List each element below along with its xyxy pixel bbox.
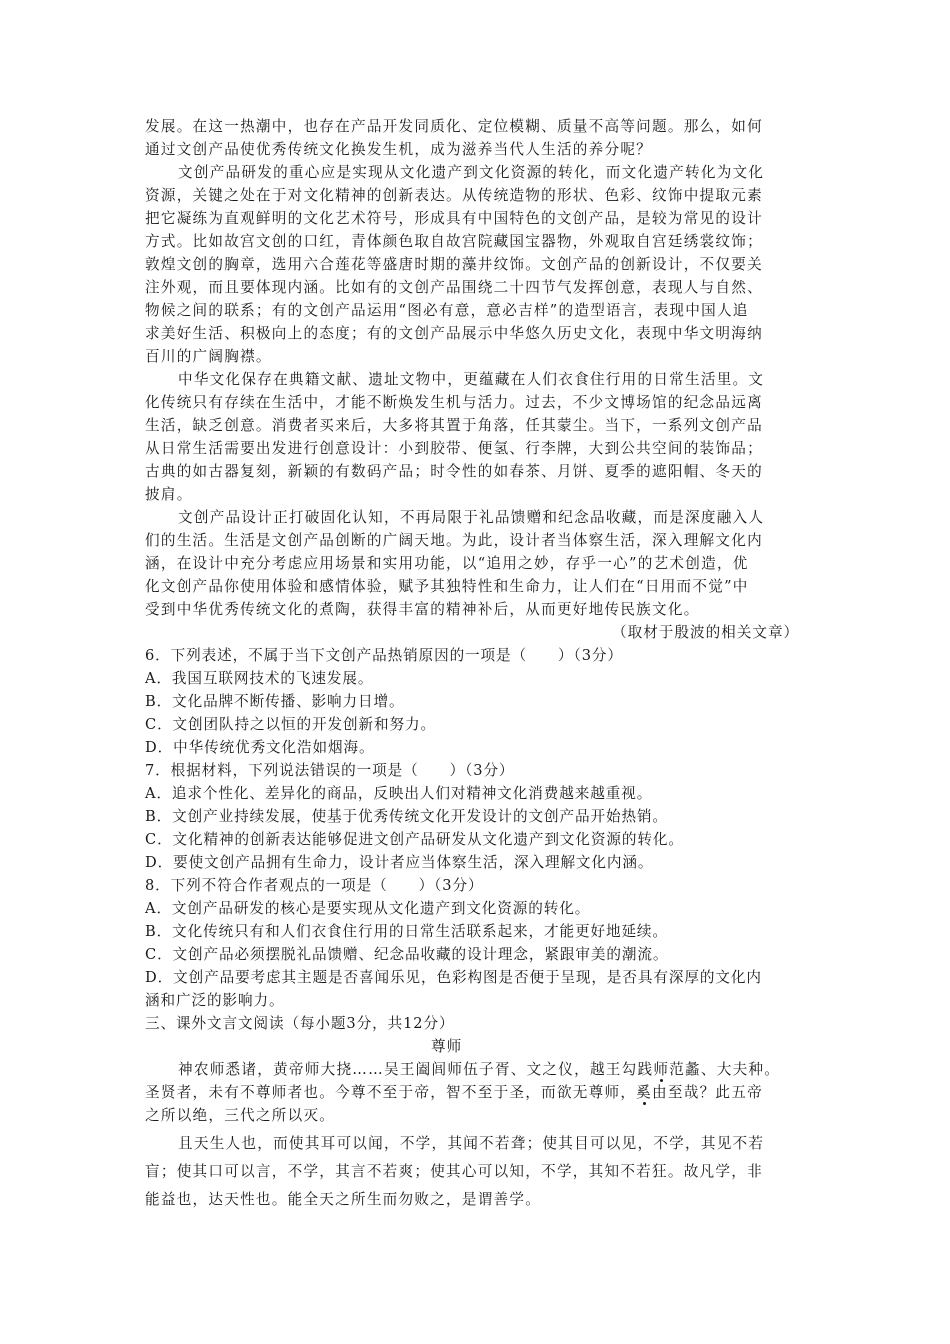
classical-text: 圣贤者，未有不尊师者也。今尊不至于帝，智不至于圣，而欲无尊师， [145,1084,637,1101]
option-c: C．文化精神的创新表达能够促进文创产品研发从文化遗产到文化资源的转化。 [145,831,684,848]
passage-line: 文创产品研发的重心应是实现从文化遗产到文化资源的转化，而文化遗产转化为文化 [178,164,765,181]
option-a: A．文创产品研发的核心是要实现从文化遗产到文化资源的转化。 [145,900,591,917]
passage-line: 方式。比如故宫文创的口红，青体颜色取自故宫院藏国宝器物，外观取自宫廷绣裳纹饰； [145,233,763,250]
option-b: B．文创产业持续发展，使基于优秀传统文化开发设计的文创产品开始热销。 [145,808,668,825]
classical-line [178,1058,780,1081]
passage-line: 受到中华优秀传统文化的煮陶，获得丰富的精神补后，从而更好地传民族文化。 [145,601,700,618]
question-stem: 8．下列不符合作者观点的一项是（ ）（3分） [145,877,484,894]
passage-line: 发展。在这一热潮中，也存在产品开发同质化、定位模糊、质量不高等问题。那么，如何 [145,118,763,135]
classical-text-title: 尊师 [431,1038,463,1055]
option-d: D．文创产品要考虑其主题是否喜闻乐见，色彩构图是否便于呈现，是否具有深厚的文化内 [145,969,762,986]
passage-line: 涵，在设计中充分考虑应用场景和实用功能，以“追用之妙，存乎一心”的艺术创造，优 [145,555,749,572]
passage-line: 古典的如古器复刻，新颖的有数码产品；时令性的如春茶、月饼、夏季的遮阳帽、冬天的 [145,463,763,480]
classical-line [145,1081,763,1104]
classical-line: 且天生人也，而使其耳可以闻，不学，其闻不若聋；使其目可以见，不学，其见不若 [178,1135,765,1152]
passage-line: 生活，缺乏创意。消费者买来后，大多将其置于角落，任其蒙尘。当下，一系列文创产品 [145,417,763,434]
classical-text: 范蠡、大夫种。 [669,1061,781,1078]
passage-line: 物候之间的联系；有的文创产品运用“图必有意，意必吉样”的造型语言，表现中国人追 [145,302,749,319]
passage-line: 化文创产品你使用体验和感情体验，赋予其独特性和生命力，让人们在“日用而不觉”中 [145,578,749,595]
option-b: B．文化传统只有和人们衣食住行用的日常生活联系起来，才能更好地延续。 [145,923,668,940]
classical-text: 神农师悉诸，黄帝师大挠……吴王阖闾师伍子胥、文之仪，越王勾践 [178,1061,654,1078]
classical-line: 能益也，达天性也。能全天之所生而勿败之，是谓善学。 [145,1191,542,1208]
option-d-continued: 涵和广泛的影响力。 [145,992,285,1009]
classical-line: 盲；使其口可以言，不学，其言不若爽；使其心可以知，不学，其知不若狂。故凡学，非 [145,1163,763,1180]
question-stem: 7．根据材料，下列说法错误的一项是（ ）（3分） [145,762,515,779]
option-b: B．文化品牌不断传播、影响力日增。 [145,693,405,710]
option-a: A．我国互联网技术的飞速发展。 [145,670,374,687]
option-d: D．中华传统优秀文化浩如烟海。 [145,739,375,756]
passage-line: 化传统只有存续在生活中，才能不断焕发生机与活力。过去，不少文博场馆的纪念品远离 [145,394,763,411]
passage-line: 从日常生活需要出发进行创意设计：小到胶带、便氢、行李牌，大到公共空间的装饰品； [145,440,763,457]
classical-line: 之所以绝，三代之所以灭。 [145,1107,336,1124]
dotted-character: 师 [653,1061,670,1078]
passage-line: 通过文创产品使优秀传统文化换发生机，成为滋养当代人生活的养分呢？ [145,141,653,158]
dotted-character: 奚 [636,1084,653,1101]
passage-line: 求美好生活、积极向上的态度；有的文创产品展示中华悠久历史文化，表现中华文明海纳 [145,325,763,342]
option-c: C．文创团队持之以恒的开发创新和努力。 [145,716,436,733]
passage-line: 百川的广阔胸襟。 [145,348,272,365]
passage-line: 中华文化保存在典籍文献、遗址文物中，更蕴藏在人们衣食住行用的日常生活里。文 [178,371,765,388]
option-d: D．要使文创产品拥有生命力，设计者应当体察生活，深入理解文化内涵。 [145,854,654,871]
classical-text: 由至哉？此五帝 [652,1084,763,1101]
source-attribution: （取材于殷波的相关文章） [612,624,800,641]
passage-line: 资源，关键之处在于对文化精神的创新表达。从传统造物的形状、色彩、纹饰中提取元素 [145,187,763,204]
option-a: A．追求个性化、差异化的商品，反映出人们对精神文化消费越来越重视。 [145,785,653,802]
passage-line: 敦煌文创的胸章，选用六合莲花等盛唐时期的藻井纹饰。文创产品的创新设计，不仅要关 [145,256,763,273]
passage-line: 注外观，而且要体现内涵。比如有的文创产品围绕二十四节气发挥创意，表现人与自然、 [145,279,763,296]
section-heading: 三、课外文言文阅读（每小题3分，共12分） [145,1015,455,1032]
passage-line: 披肩。 [145,486,193,503]
option-c: C．文创产品必须摆脱礼品馈赠、纪念品收藏的设计理念，紧跟审美的潮流。 [145,946,669,963]
question-stem: 6．下列表述，不属于当下文创产品热销原因的一项是（ ）（3分） [145,647,623,664]
passage-line: 文创产品设计正打破固化认知，不再局限于礼品馈赠和纪念品收藏，而是深度融入人 [178,509,765,526]
passage-line: 把它凝练为直观鲜明的文化艺术符号，形成具有中国特色的文创产品，是较为常见的设计 [145,210,763,227]
passage-line: 们的生活。生活是文创产品创断的广阔天地。为此，设计者当体察生活，深入理解文化内 [145,532,763,549]
